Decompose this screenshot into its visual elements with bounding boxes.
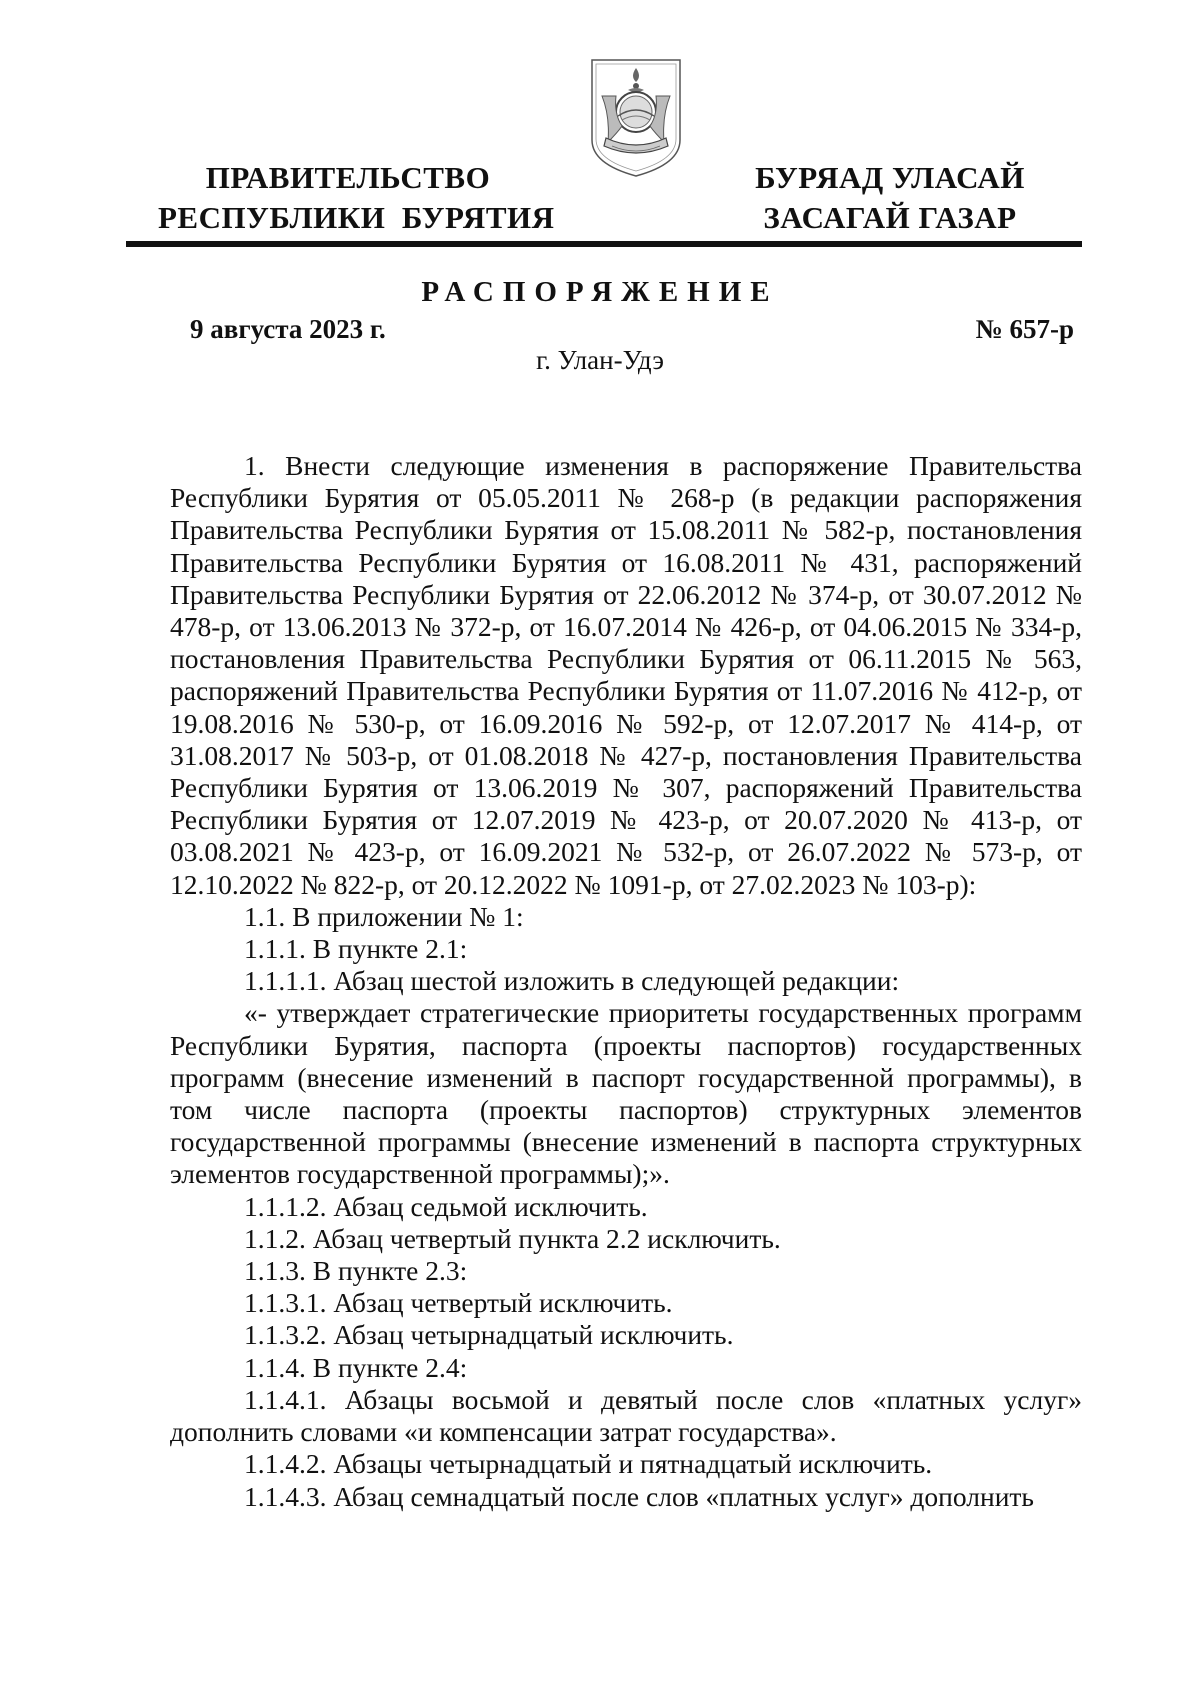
paragraph: «- утверждает стратегические приоритеты государственных программ Республики Бурятия, паспорта (проекты паспортов) государственных программ (внесение изменений в паспорт государственной программы), в том числе паспорта (проекты паспортов) структурных элементов государственной программы (внесение изменений в паспорта структурных элементов государственной программы);». (170, 997, 1082, 1190)
paragraph: 1.1.1.2. Абзац седьмой исключить. (244, 1190, 648, 1222)
header-ru-line1: ПРАВИТЕЛЬСТВО (205, 160, 491, 195)
paragraph: 1.1.1. В пункте 2.1: (244, 933, 468, 965)
document-body (170, 450, 1082, 1513)
paragraph: 1.1.4.3. Абзац семнадцатый после слов «платных услуг» дополнить (244, 1480, 1034, 1512)
header-bua (740, 158, 1040, 238)
paragraph: 1.1.4. В пункте 2.4: (244, 1351, 468, 1383)
paragraph: 1.1.3. В пункте 2.3: (244, 1255, 468, 1287)
document-date: 9 августа 2023 г. (190, 314, 386, 344)
header-bua-line2: ЗАСАГАЙ ГАЗАР (763, 200, 1017, 235)
document-city: г. Улан-Удэ (536, 345, 664, 375)
coat-of-arms-buryatia-icon (588, 56, 684, 180)
paragraph: 1.1.3.2. Абзац четырнадцатый исключить. (244, 1319, 734, 1351)
header-divider (126, 241, 1082, 247)
paragraph: 1.1.4.2. Абзацы четырнадцатый и пятнадцатый исключить. (244, 1448, 933, 1480)
header-bua-line1: БУРЯАД УЛАСАЙ (755, 160, 1025, 195)
paragraph: 1.1.4.1. Абзацы восьмой и девятый после слов «платных услуг» дополнить словами «и компенсации затрат государства». (170, 1383, 1082, 1448)
paragraph: 1. Внести следующие изменения в распоряжение Правительства Республики Бурятия от 05.05.2011 № 268-р (в редакции распоряжения Правительства Республики Бурятия от 15.08.2011 № 582-р, постановления Правительства Республики Бурятия от 16.08.2011 № 431, распоряжений Правительства Республики Бурятия от 22.06.2012 № 374-р, от 30.07.2012 № 478-р, от 13.06.2013 № 372-р, от 16.07.2014 № 426-р, от 04.06.2015 № 334-р, постановления Правительства Республики Бурятия от 06.11.2015 № 563, распоряжений Правительства Республики Бурятия от 11.07.2016 № 412-р, от 19.08.2016 № 530-р, от 16.09.2016 № 592-р, от 12.07.2017 № 414-р, от 31.08.2017 № 503-р, от 01.08.2018 № 427-р, постановления Правительства Республики Бурятия от 13.06.2019 № 307, распоряжений Правительства Республики Бурятия от 12.07.2019 № 423-р, от 20.07.2020 № 413-р, от 03.08.2021 № 423-р, от 16.09.2021 № 532-р, от 26.07.2022 № 573-р, от 12.10.2022 № 822-р, от 20.12.2022 № 1091-р, от 27.02.2023 № 103-р): (170, 450, 1082, 900)
paragraph: 1.1.1.1. Абзац шестой изложить в следующей редакции: (244, 965, 900, 997)
paragraph: 1.1.3.1. Абзац четвертый исключить. (244, 1287, 673, 1319)
paragraph: 1.1. В приложении № 1: (244, 900, 524, 932)
document-type: РАСПОРЯЖЕНИЕ (421, 276, 779, 308)
paragraph: 1.1.2. Абзац четвертый пункта 2.2 исключить. (244, 1222, 781, 1254)
document-number: № 657-р (975, 314, 1074, 344)
header-ru (158, 158, 555, 238)
header-ru-line2: РЕСПУБЛИКИ БУРЯТИЯ (158, 200, 555, 235)
